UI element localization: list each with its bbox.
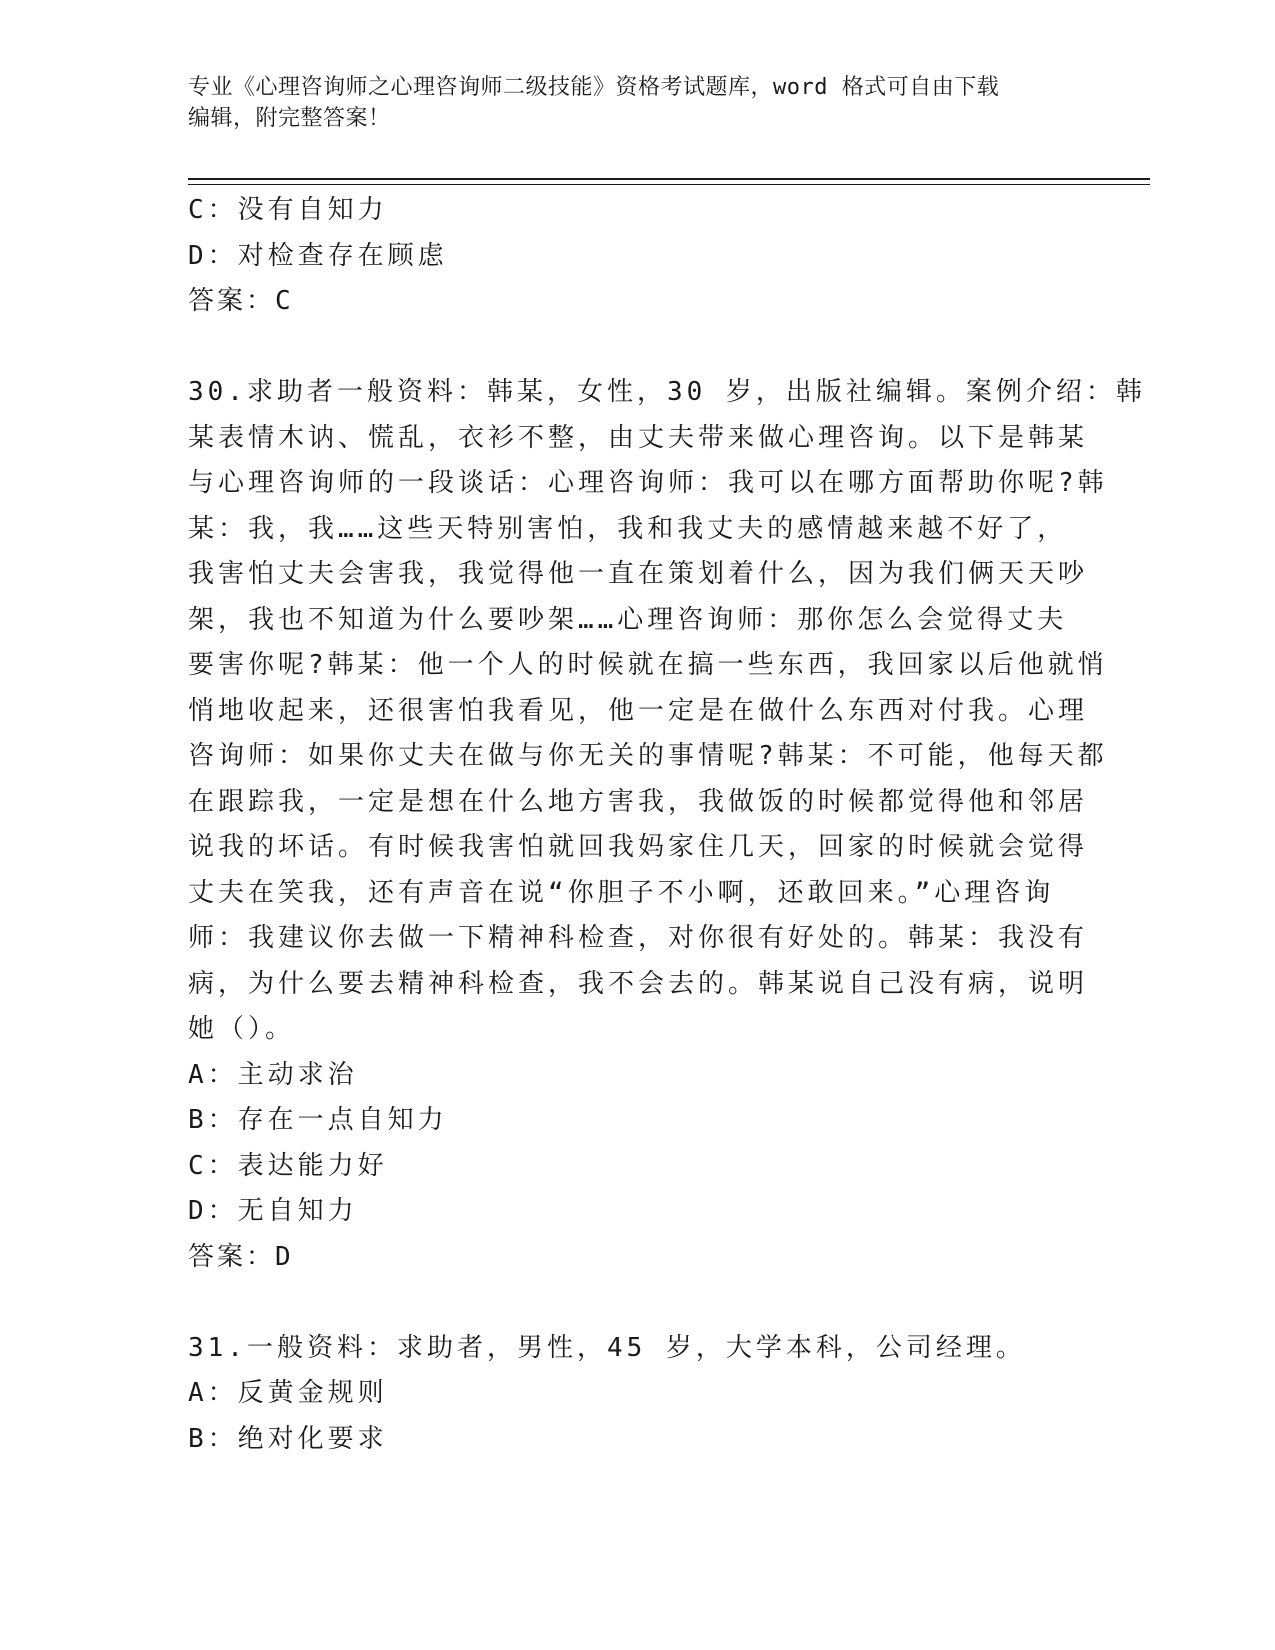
q30-answer: 答案：D	[188, 1241, 294, 1272]
q30-line: 30.求助者一般资料：韩某，女性，30 岁，出版社编辑。案例介绍：韩	[188, 377, 1146, 407]
q30-line: 我害怕丈夫会害我，我觉得他一直在策划着什么，因为我们俩天天吵	[188, 559, 1089, 589]
q30-option-b: B：存在一点自知力	[188, 1105, 448, 1135]
q30-line: 要害你呢?韩某：他一个人的时候就在搞一些东西，我回家以后他就悄	[188, 650, 1108, 680]
header-line-1: 专业《心理咨询师之心理咨询师二级技能》资格考试题库，word 格式可自由下载	[188, 75, 1000, 100]
q30-line: 她（）。	[188, 1014, 296, 1044]
header-divider-thick	[188, 178, 1150, 180]
q30-line: 病，为什么要去精神科检查，我不会去的。韩某说自己没有病，说明	[188, 968, 1089, 999]
q30-option-a: A：主动求治	[188, 1059, 358, 1090]
question-30	[188, 370, 1146, 1280]
q31-option-b: B：绝对化要求	[188, 1423, 388, 1454]
q30-line: 某：我，我……这些天特别害怕，我和我丈夫的感情越来越不好了，	[188, 513, 1068, 544]
q30-line: 架，我也不知道为什么要吵架……心理咨询师：那你怎么会觉得丈夫	[188, 604, 1068, 635]
prev-option-c: C：没有自知力	[188, 195, 388, 225]
q30-line: 说我的坏话。有时候我害怕就回我妈家住几天，回家的时候就会觉得	[188, 832, 1089, 862]
spacer	[188, 1280, 1088, 1326]
prev-option-d: D：对检查存在顾虑	[188, 240, 448, 271]
q30-line: 在跟踪我，一定是想在什么地方害我，我做饭的时候都觉得他和邻居	[188, 786, 1089, 817]
q30-option-c: C：表达能力好	[188, 1150, 388, 1181]
document-header	[188, 72, 1068, 134]
q30-line: 咨询师：如果你丈夫在做与你无关的事情呢?韩某：不可能，他每天都	[188, 741, 1108, 771]
q30-line: 丈夫在笑我，还有声音在说“你胆子不小啊，还敢回来。”心理咨询	[188, 877, 1055, 908]
q31-stem: 31.一般资料：求助者，男性，45 岁，大学本科，公司经理。	[188, 1332, 1026, 1363]
question-31	[188, 1326, 1088, 1463]
document-body	[188, 188, 1146, 1462]
header-line-2: 编辑，附完整答案！	[188, 106, 391, 131]
q30-line: 与心理咨询师的一段谈话：心理咨询师：我可以在哪方面帮助你呢?韩	[188, 468, 1108, 498]
prev-answer: 答案：C	[188, 286, 294, 316]
q31-option-a: A：反黄金规则	[188, 1378, 388, 1408]
spacer	[188, 325, 1088, 371]
header-divider-thin	[188, 184, 1150, 185]
q30-line: 师：我建议你去做一下精神科检查，对你很有好处的。韩某：我没有	[188, 923, 1089, 953]
q30-line: 某表情木讷、慌乱，衣衫不整，由丈夫带来做心理咨询。以下是韩某	[188, 422, 1089, 453]
q30-option-d: D：无自知力	[188, 1196, 358, 1226]
q30-line: 悄地收起来，还很害怕我看见，他一定是在做什么东西对付我。心理	[188, 695, 1089, 726]
